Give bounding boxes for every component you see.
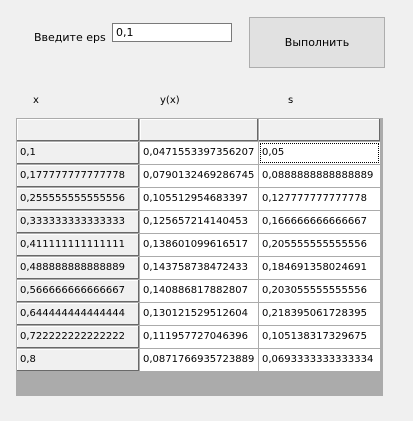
grid-cell-x: 0,411111111111111	[17, 234, 139, 256]
column-label-y: y(x)	[160, 95, 180, 106]
grid-cell-y[interactable]: 0,0471553397356207	[140, 142, 258, 164]
grid-cell-y[interactable]: 0,138601099616517	[140, 234, 258, 256]
grid-header-cell-s[interactable]	[259, 119, 380, 141]
grid-cell-x: 0,566666666666667	[17, 280, 139, 302]
grid-cell-y[interactable]: 0,130121529512604	[140, 303, 258, 325]
column-label-x: x	[33, 95, 39, 106]
grid-cell-s[interactable]: 0,105138317329675	[259, 326, 380, 348]
grid-cell-s[interactable]: 0,0888888888888889	[259, 165, 380, 187]
grid-cell-x: 0,255555555555556	[17, 188, 139, 210]
grid-cell-x: 0,177777777777778	[17, 165, 139, 187]
grid-cell-s[interactable]: 0,0693333333333334	[259, 349, 380, 371]
grid-cell-x: 0,722222222222222	[17, 326, 139, 348]
eps-input[interactable]	[112, 23, 232, 42]
grid-header-cell-y[interactable]	[140, 119, 258, 141]
grid-cell-x: 0,333333333333333	[17, 211, 139, 233]
eps-label: Введите eps	[34, 31, 106, 44]
grid-cell-s[interactable]: 0,184691358024691	[259, 257, 380, 279]
grid-cell-y[interactable]: 0,140886817882807	[140, 280, 258, 302]
grid-cell-s[interactable]: 0,205555555555556	[259, 234, 380, 256]
grid-cell-x: 0,8	[17, 349, 139, 371]
grid-cell-y[interactable]: 0,125657214140453	[140, 211, 258, 233]
column-label-s: s	[288, 95, 294, 106]
grid-cell-s[interactable]: 0,166666666666667	[259, 211, 380, 233]
grid-cell-x: 0,644444444444444	[17, 303, 139, 325]
grid-cell-y[interactable]: 0,105512954683397	[140, 188, 258, 210]
results-grid-cells	[17, 119, 380, 371]
grid-cell-x: 0,1	[17, 142, 139, 164]
grid-cell-x: 0,488888888888889	[17, 257, 139, 279]
grid-cell-s[interactable]: 0,127777777777778	[259, 188, 380, 210]
grid-cell-y[interactable]: 0,0790132469286745	[140, 165, 258, 187]
run-button[interactable]: Выполнить	[249, 17, 385, 68]
grid-cell-s[interactable]: 0,05	[259, 142, 380, 164]
results-grid[interactable]	[16, 118, 383, 396]
grid-cell-y[interactable]: 0,0871766935723889	[140, 349, 258, 371]
grid-cell-s[interactable]: 0,218395061728395	[259, 303, 380, 325]
grid-cell-y[interactable]: 0,143758738472433	[140, 257, 258, 279]
grid-cell-y[interactable]: 0,111957727046396	[140, 326, 258, 348]
grid-cell-s[interactable]: 0,203055555555556	[259, 280, 380, 302]
grid-header-cell-x[interactable]	[17, 119, 139, 141]
